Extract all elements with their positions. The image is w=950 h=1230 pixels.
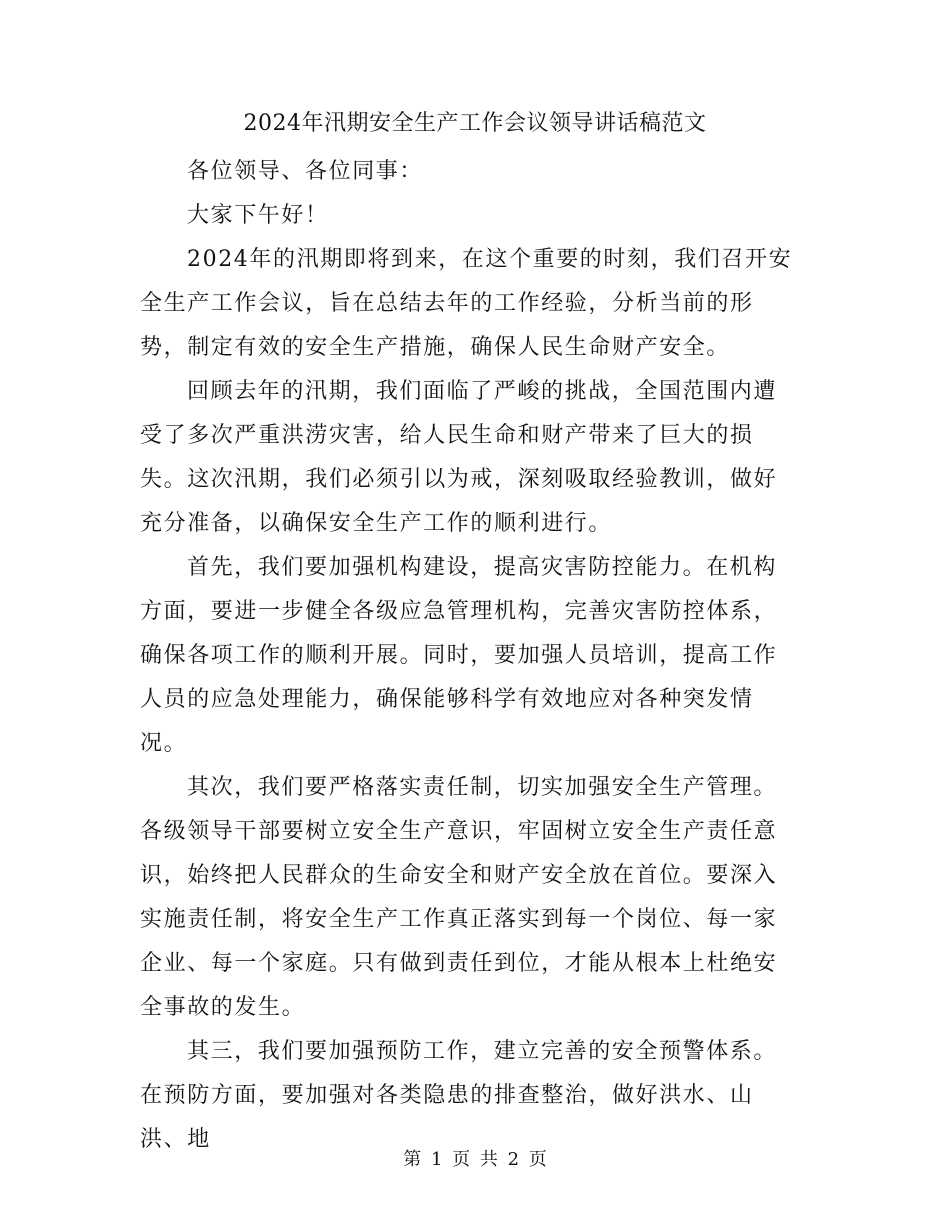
greeting: 大家下午好！ [187,203,329,228]
paragraph: 回顾去年的汛期，我们面临了严峻的挑战，全国范围内遭受了多次严重洪涝灾害，给人民生命和财产带来了巨大的损失。这次汛期，我们必须引以为戒，深刻吸取经验教训，做好充分准备，以确保安全生产工作的顺利进行。 [140,379,778,536]
document-title: 2024年汛期安全生产工作会议领导讲话稿范文 [243,111,707,136]
document-body [140,150,800,1162]
page-footer: 第 1 页 共 2 页 [403,1149,547,1170]
paragraph: 其次，我们要严格落实责任制，切实加强安全生产管理。各级领导干部要树立安全生产意识，牢固树立安全生产责任意识，始终把人民群众的生命安全和财产安全放在首位。要深入实施责任制，将安全生产工作真正落实到每一个岗位、每一家企业、每一个家庭。只有做到责任到位，才能从根本上杜绝安全事故的发生。 [140,775,778,1020]
paragraph: 首先，我们要加强机构建设，提高灾害防控能力。在机构方面，要进一步健全各级应急管理机构，完善灾害防控体系，确保各项工作的顺利开展。同时，要加强人员培训，提高工作人员的应急处理能力，确保能够科学有效地应对各种突发情况。 [140,555,778,756]
salutation: 各位领导、各位同事： [187,159,424,184]
paragraph: 其三，我们要加强预防工作，建立完善的安全预警体系。在预防方面，要加强对各类隐患的排查整治，做好洪水、山洪、地 [140,1039,778,1152]
paragraph: 2024年的汛期即将到来，在这个重要的时刻，我们召开安全生产工作会议，旨在总结去年的工作经验，分析当前的形势，制定有效的安全生产措施，确保人民生命财产安全。 [140,247,793,360]
